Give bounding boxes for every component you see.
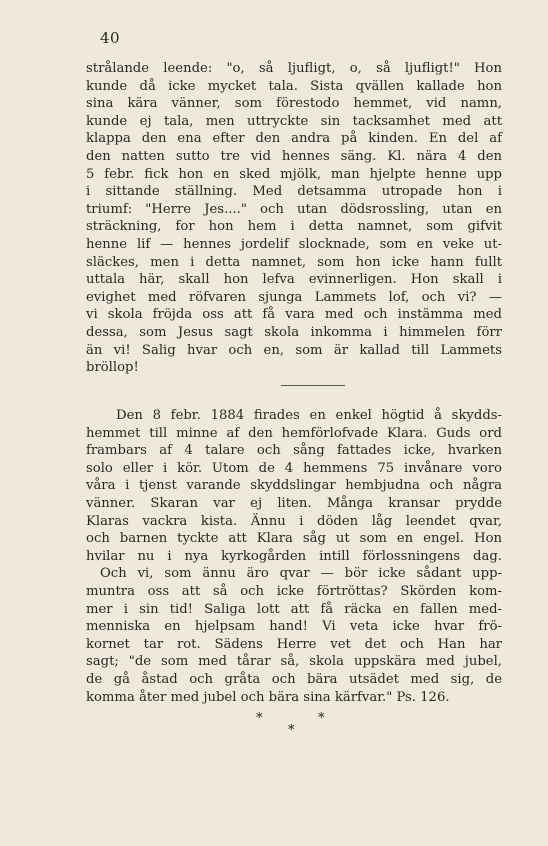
text-line: henne lif — hennes jordelif slocknade, som en veke ut-	[86, 236, 502, 252]
text-line: kunde då icke mycket tala. Sista qvällen kallade hon	[86, 78, 502, 94]
text-line: strålande leende: "o, så ljufligt, o, så ljufligt!" Hon	[86, 61, 502, 76]
text-line: kunde ej tala, men uttryckte sin tacksamhet med att	[86, 113, 502, 129]
text-line: vi skola fröjda oss att få vara med och instämma med	[86, 307, 502, 323]
text-line: bröllop!	[86, 360, 139, 376]
text-line: Och vi, som ännu äro qvar — bör icke sådant upp-	[100, 566, 502, 582]
text-line: de gå åstad och gråta och bära utsädet med sig, de	[86, 671, 502, 687]
text-line: sagt; "de som med tårar så, skola uppskära med jubel,	[86, 654, 502, 670]
text-line: muntra oss att så och icke förtröttas? Skörden kom-	[86, 583, 502, 599]
asterisk: *	[318, 711, 325, 726]
text-line: komma åter med jubel och bära sina kärfvar." Ps. 126.	[86, 689, 450, 705]
text-line: hemmet till minne af den hemförlofvade Klara. Guds ord	[86, 425, 502, 441]
text-line: mer i sin tid! Saliga lott att få räcka en fallen med-	[86, 601, 502, 617]
text-line: menniska en hjelpsam hand! Vi veta icke hvar frö-	[86, 619, 502, 635]
text-line: Den 8 febr. 1884 firades en enkel högtid å skydds-	[116, 408, 502, 423]
text-line: dessa, som Jesus sagt skola inkomma i himmelen förr	[86, 324, 502, 340]
text-line: sträckning, for hon hem i detta namnet, som gifvit	[86, 219, 502, 235]
text-line: solo eller i kör. Utom de 4 hemmens 75 invånare voro	[86, 460, 502, 476]
text-line: evighet med röfvaren sjunga Lammets lof, och vi? —	[86, 289, 502, 305]
text-line: våra i tjenst varande skyddslingar hembjudna och några	[86, 478, 502, 494]
text-line: Klaras vackra kista. Ännu i döden låg leendet qvar,	[86, 513, 502, 529]
paragraph-memorial	[86, 407, 502, 706]
asterisk: *	[256, 711, 263, 726]
text-line: än vi! Salig hvar och en, som är kallad till Lammets	[86, 342, 502, 358]
text-line: släckes, men i detta namnet, som hon icke hann fullt	[86, 254, 502, 270]
asterisk: *	[288, 723, 295, 738]
text-line: 5 febr. fick hon en sked mjölk, man hjelpte henne upp	[86, 166, 502, 182]
text-line: klappa den ena efter den andra på kinden. En del af	[86, 131, 502, 147]
page-number: 40	[100, 29, 121, 47]
text-line: i sittande ställning. Med detsamma utropade hon i	[86, 184, 502, 200]
text-line: frambars af 4 talare och sång fattades icke, hvarken	[86, 443, 502, 459]
text-line: sina kära vänner, som förestodo hemmet, vid namn,	[86, 96, 502, 112]
text-line: den natten sutto tre vid hennes säng. Kl. nära 4 den	[86, 148, 502, 164]
text-line: uttala här, skall hon lefva evinnerligen. Hon skall i	[86, 272, 502, 288]
text-line: triumf: "Herre Jes...." och utan dödsrossling, utan en	[86, 201, 502, 217]
paragraph-death-account	[86, 60, 502, 377]
text-line: hvilar nu i nya kyrkogården intill förlossningens dag.	[86, 548, 502, 564]
section-divider	[281, 385, 345, 386]
text-line: vänner. Skaran var ej liten. Många kransar prydde	[86, 495, 502, 511]
text-line: kornet tar rot. Sädens Herre vet det och Han har	[86, 636, 502, 652]
closing-asterisks	[250, 711, 340, 741]
text-line: och barnen tyckte att Klara såg ut som en engel. Hon	[86, 531, 502, 547]
